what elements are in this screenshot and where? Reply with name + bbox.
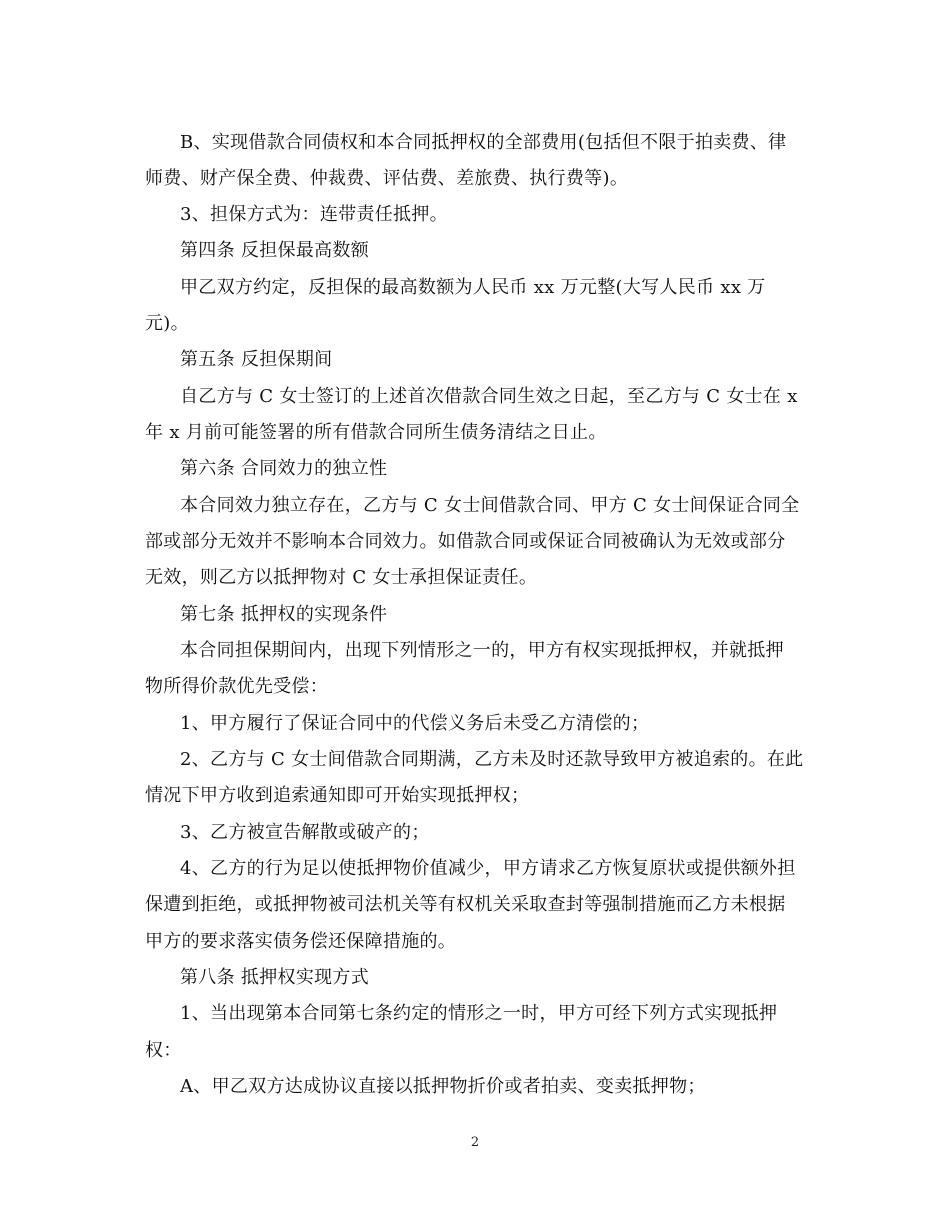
text-line: A、甲乙双方达成协议直接以抵押物折价或者拍卖、变卖抵押物； (180, 1076, 706, 1097)
text-line: 本合同效力独立存在，乙方与 C 女士间借款合同、甲方 C 女士间保证合同全 (180, 495, 800, 516)
text-line: 保遭到拒绝，或抵押物被司法机关等有权机关采取查封等强制措施而乙方未根据 (145, 894, 786, 915)
text-line: 3、乙方被宣告解散或破产的； (180, 822, 430, 843)
section-heading: 第五条 反担保期间 (180, 349, 333, 370)
text-line: 自乙方与 C 女士签订的上述首次借款合同生效之日起，至乙方与 C 女士在 x (180, 386, 798, 407)
page-number: 2 (470, 1135, 480, 1150)
text-line: 1、当出现第本合同第七条约定的情形之一时，甲方可经下列方式实现抵押 (180, 1003, 778, 1024)
section-heading: 第四条 反担保最高数额 (180, 240, 370, 261)
text-line: B、实现借款合同债权和本合同抵押权的全部费用(包括但不限于拍卖费、律 (180, 132, 787, 153)
text-line: 元)。 (145, 313, 189, 334)
text-line: 4、乙方的行为足以使抵押物价值减少，甲方请求乙方恢复原状或提供额外担 (180, 858, 796, 879)
section-heading: 第七条 抵押权的实现条件 (180, 604, 388, 625)
text-line: 权： (145, 1040, 182, 1061)
text-line: 1、甲方履行了保证合同中的代偿义务后未受乙方清偿的； (180, 713, 650, 734)
text-line: 物所得价款优先受偿： (145, 676, 328, 697)
text-line: 2、乙方与 C 女士间借款合同期满，乙方未及时还款导致甲方被追索的。在此 (180, 749, 804, 770)
text-line: 无效，则乙方以抵押物对 C 女士承担保证责任。 (145, 567, 538, 588)
text-line: 本合同担保期间内，出现下列情形之一的，甲方有权实现抵押权，并就抵押 (180, 640, 784, 661)
text-line: 师费、财产保全费、仲裁费、评估费、差旅费、执行费等)。 (145, 168, 629, 189)
section-heading: 第八条 抵押权实现方式 (180, 967, 370, 988)
text-line: 部或部分无效并不影响本合同效力。如借款合同或保证合同被确认为无效或部分 (145, 531, 786, 552)
text-line: 年 x 月前可能签署的所有借款合同所生债务清结之日止。 (145, 422, 607, 443)
text-line: 甲乙双方约定，反担保的最高数额为人民币 xx 万元整(大写人民币 xx 万 (180, 277, 766, 298)
text-line: 甲方的要求落实债务偿还保障措施的。 (145, 931, 457, 952)
text-line: 情况下甲方收到追索通知即可开始实现抵押权； (145, 785, 530, 806)
text-line: 3、担保方式为：连带责任抵押。 (180, 204, 448, 225)
section-heading: 第六条 合同效力的独立性 (180, 458, 388, 479)
